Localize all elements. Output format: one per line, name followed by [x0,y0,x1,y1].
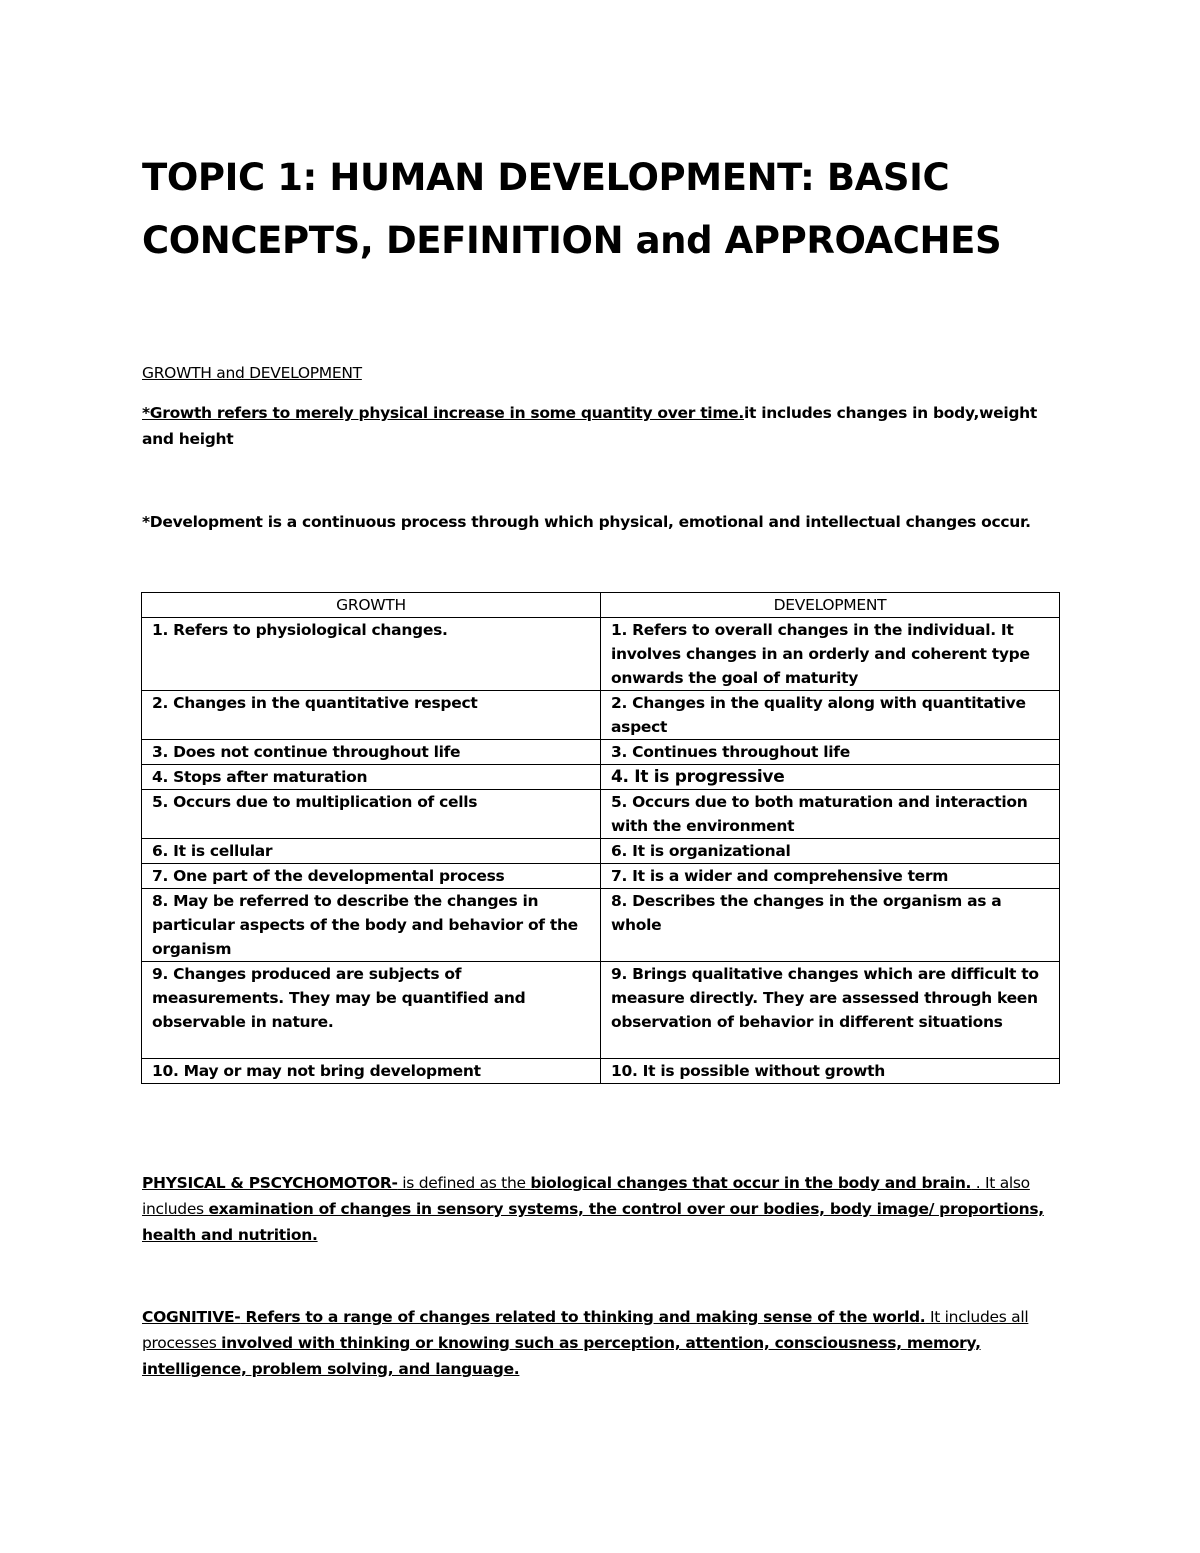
growth-cell: 1. Refers to physiological changes. [142,618,601,691]
cognitive-bold-1: Refers to a range of changes related to thinking and making sense of the world. [240,1308,926,1326]
physical-bold-2: examination of changes in sensory systems, the control over our bodies, body image/ proportions, health and nutrition. [142,1200,1044,1244]
development-cell: 1. Refers to overall changes in the individual. It involves changes in an orderly and coherent type onwards the goal of maturity [601,618,1060,691]
development-cell: 4. It is progressive [601,765,1060,790]
growth-cell: 4. Stops after maturation [142,765,601,790]
physical-text-1: is defined as the [397,1174,531,1192]
physical-psychomotor-paragraph [142,1170,1062,1248]
development-cell: 6. It is organizational [601,839,1060,864]
table-row [142,864,1060,889]
physical-bold-1: biological changes that occur in the body and brain. [530,1174,972,1192]
table-row [142,691,1060,740]
cognitive-text-1: It includes all processes [142,1308,1029,1352]
table-row [142,962,1060,1059]
table-header-row [142,593,1060,618]
page-title-line-1: TOPIC 1: HUMAN DEVELOPMENT: BASIC [142,156,950,199]
table-row [142,618,1060,691]
growth-development-table [141,592,1060,1084]
physical-text-2: . It also includes [142,1174,1030,1218]
table-row [142,889,1060,962]
page-title [142,146,1102,272]
table-row [142,790,1060,839]
table-row [142,839,1060,864]
growth-cell: 5. Occurs due to multiplication of cells [142,790,601,839]
growth-cell: 9. Changes produced are subjects of measurements. They may be quantified and observable in nature. [142,962,601,1059]
cognitive-bold-2: involved with thinking or knowing such as perception, attention, consciousness, memory, intelligence, problem solving, and language. [142,1334,981,1378]
table-header-growth: GROWTH [142,593,601,618]
cognitive-paragraph [142,1304,1062,1382]
development-cell: 7. It is a wider and comprehensive term [601,864,1060,889]
table-header-development: DEVELOPMENT [601,593,1060,618]
growth-cell: 2. Changes in the quantitative respect [142,691,601,740]
growth-definition [142,400,1062,452]
table-row [142,765,1060,790]
development-cell: 10. It is possible without growth [601,1059,1060,1084]
development-cell: 5. Occurs due to both maturation and interaction with the environment [601,790,1060,839]
physical-label: PHYSICAL & PSCYCHOMOTOR- [142,1174,398,1192]
growth-cell: 6. It is cellular [142,839,601,864]
growth-cell: 10. May or may not bring development [142,1059,601,1084]
growth-definition-underlined: *Growth refers to merely physical increase in some quantity over time. [142,404,744,422]
growth-cell: 8. May be referred to describe the changes in particular aspects of the body and behavior of the organism [142,889,601,962]
cognitive-label: COGNITIVE- [142,1308,241,1326]
development-cell: 8. Describes the changes in the organism as a whole [601,889,1060,962]
table-row [142,1059,1060,1084]
growth-cell: 7. One part of the developmental process [142,864,601,889]
growth-development-heading: GROWTH and DEVELOPMENT [142,364,362,382]
development-cell: 2. Changes in the quality along with quantitative aspect [601,691,1060,740]
growth-cell: 3. Does not continue throughout life [142,740,601,765]
development-cell: 9. Brings qualitative changes which are difficult to measure directly. They are assessed through keen observation of behavior in different situations [601,962,1060,1059]
development-definition: *Development is a continuous process through which physical, emotional and intellectual changes occur. [142,513,1031,531]
page-title-line-2: CONCEPTS, DEFINITION and APPROACHES [142,219,1002,262]
table-row [142,740,1060,765]
growth-definition-rest: it includes changes in body,weight and height [142,404,1038,448]
development-cell: 3. Continues throughout life [601,740,1060,765]
